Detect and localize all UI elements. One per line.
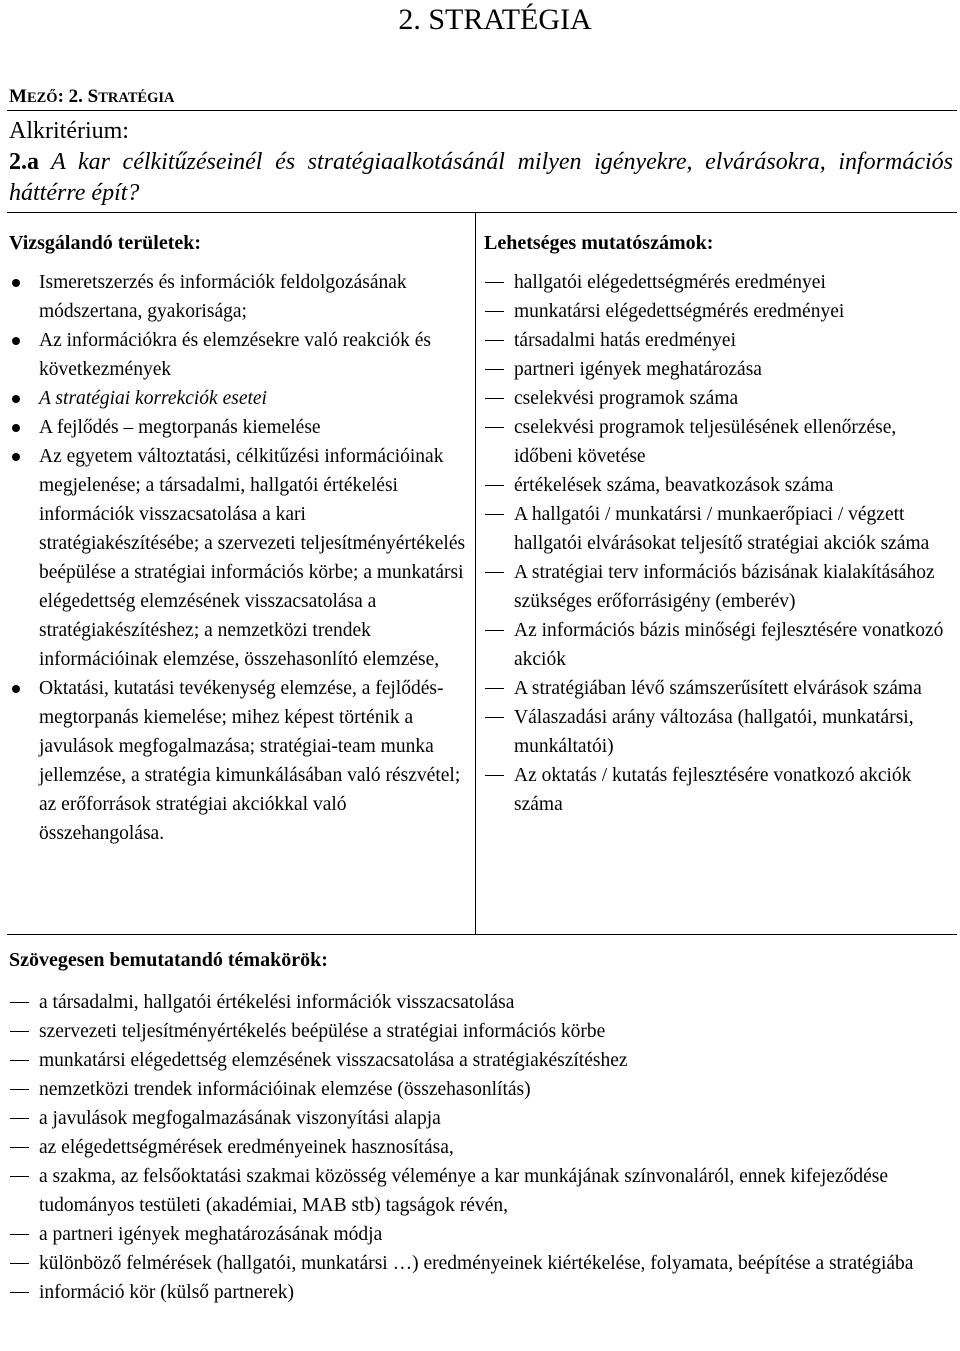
list-item-text: értékelések száma, beavatkozások száma <box>514 475 834 496</box>
list-item-text: nemzetközi trendek információinak elemzése (összehasonlítás) <box>39 1079 531 1100</box>
list-item-text: Válaszadási arány változása (hallgatói, munkatársi, munkáltatói) <box>514 707 914 757</box>
list-item <box>484 674 950 703</box>
list-item-text: hallgatói elégedettségmérés eredményei <box>514 272 826 293</box>
dash-icon <box>10 1089 29 1090</box>
list-item-text: cselekvési programok száma <box>514 388 739 409</box>
bottom-heading: Szövegesen bemutatandó témakörök: <box>9 949 328 971</box>
bullet-icon <box>12 685 20 693</box>
dash-icon <box>10 1176 29 1177</box>
list-item <box>484 384 950 413</box>
list-item <box>484 500 950 558</box>
list-item <box>9 326 471 384</box>
list-item-text: szervezeti teljesítményértékelés beépülése a stratégiai információs körbe <box>39 1021 606 1042</box>
dash-icon <box>485 340 504 341</box>
list-item <box>484 703 950 761</box>
dash-icon <box>10 1118 29 1119</box>
dash-icon <box>10 1060 29 1061</box>
list-item-text: Ismeretszerzés és információk feldolgozásának módszertana, gyakorisága; <box>39 272 407 322</box>
dash-icon <box>485 630 504 631</box>
dash-icon <box>10 1002 29 1003</box>
subcriterion-label: Alkritérium: <box>9 118 129 144</box>
column-divider <box>475 212 476 934</box>
list-item <box>9 413 471 442</box>
bullet-icon <box>12 337 20 345</box>
bullet-icon <box>12 395 20 403</box>
field-name-cap: S <box>87 86 99 107</box>
list-item <box>9 1249 953 1278</box>
right-list <box>484 268 950 819</box>
dash-icon <box>485 485 504 486</box>
table-bottom-rule <box>7 934 957 935</box>
divider-top <box>7 110 957 111</box>
list-item <box>484 355 950 384</box>
list-item-text: Az egyetem változtatási, célkitűzési információinak megjelenése; a társadalmi, hallgatói értékelési információk visszacsatolása a kari stratégiakészítésébe; a szervezeti teljesítményértékelés beépülése a stratégiai információs körbe; a munkatársi elégedettség elemzésének visszacsatolása a stratégiakészítéshez; a nemzetközi trendek információinak elemzése, összehasonlító elemzése, <box>39 446 466 670</box>
list-item <box>9 1278 953 1307</box>
field-prefix-small: EZŐ <box>26 90 58 106</box>
list-item-text: A stratégiai terv információs bázisának kialakításához szükséges erőforrásigény (emberév) <box>514 562 935 612</box>
dash-icon <box>10 1292 29 1293</box>
dash-icon <box>485 398 504 399</box>
list-item-text: partneri igények meghatározása <box>514 359 762 380</box>
list-item <box>9 1046 953 1075</box>
list-item <box>9 988 953 1017</box>
list-item-text: munkatársi elégedettségmérés eredményei <box>514 301 845 322</box>
list-item <box>9 384 471 413</box>
list-item <box>9 442 471 674</box>
dash-icon <box>485 369 504 370</box>
list-item-text: a szakma, az felsőoktatási szakmai közösség véleménye a kar munkájának színvonaláról, ennek kifejeződése tudományos testületi (akadémiai, MAB stb) tagságok révén, <box>39 1166 888 1216</box>
list-item <box>484 558 950 616</box>
list-item-text: különböző felmérések (hallgatói, munkatársi …) eredményeinek kiértékelése, folyamata, beépítése a stratégiába <box>39 1253 914 1274</box>
question-number: 2.a <box>9 149 39 175</box>
dash-icon <box>485 717 504 718</box>
list-item <box>484 326 950 355</box>
dash-icon <box>485 427 504 428</box>
right-heading: Lehetséges mutatószámok: <box>484 232 714 254</box>
list-item-text: A stratégiai korrekciók esetei <box>39 388 267 409</box>
field-name-small: TRATÉGIA <box>98 90 175 106</box>
list-item <box>9 1075 953 1104</box>
list-item <box>484 297 950 326</box>
list-item-text: információ kör (külső partnerek) <box>39 1282 295 1303</box>
list-item <box>484 413 950 471</box>
table-top-rule <box>7 212 957 213</box>
dash-icon <box>10 1263 29 1264</box>
list-item-text: Oktatási, kutatási tevékenység elemzése, a fejlődés-megtorpanás kiemelése; mihez képest történik a javulások megfogalmazása; stratégiai-team munka jellemzése, a stratégia kimunkálásában való részvétel; az erőforrások stratégiai akciókkal való összehangolása. <box>39 678 461 844</box>
dash-icon <box>10 1234 29 1235</box>
bullet-icon <box>12 453 20 461</box>
list-item-text: A hallgatói / munkatársi / munkaerőpiaci / végzett hallgatói elvárásokat teljesítő stratégiai akciók száma <box>514 504 930 554</box>
list-item <box>484 761 950 819</box>
dash-icon <box>10 1147 29 1148</box>
list-item <box>9 674 471 848</box>
list-item <box>484 616 950 674</box>
list-item-text: társadalmi hatás eredményei <box>514 330 736 351</box>
dash-icon <box>485 311 504 312</box>
left-list <box>9 268 471 848</box>
list-item <box>9 1017 953 1046</box>
bottom-list <box>9 988 953 1307</box>
list-item <box>9 1104 953 1133</box>
field-label <box>9 84 175 111</box>
field-prefix-cap: M <box>9 86 27 107</box>
bullet-icon <box>12 424 20 432</box>
list-item-text: cselekvési programok teljesülésének ellenőrzése, időbeni követése <box>514 417 897 467</box>
dash-icon <box>485 688 504 689</box>
list-item-text: a partneri igények meghatározásának módja <box>39 1224 383 1245</box>
list-item-text: Az információs bázis minőségi fejlesztésére vonatkozó akciók <box>514 620 944 670</box>
list-item <box>9 1220 953 1249</box>
dash-icon <box>485 572 504 573</box>
list-item-text: A fejlődés – megtorpanás kiemelése <box>39 417 321 438</box>
list-item <box>484 268 950 297</box>
list-item <box>484 471 950 500</box>
list-item <box>9 1162 953 1220</box>
question-text: A kar célkitűzéseinél és stratégiaalkotásánál milyen igényekre, elvárásokra, információs háttérre épít? <box>9 149 953 206</box>
list-item <box>9 1133 953 1162</box>
dash-icon <box>485 775 504 776</box>
list-item-text: Az oktatás / kutatás fejlesztésére vonatkozó akciók száma <box>514 765 912 815</box>
dash-icon <box>10 1031 29 1032</box>
list-item-text: A stratégiában lévő számszerűsített elvárások száma <box>514 678 922 699</box>
list-item-text: a javulások megfogalmazásának viszonyítási alapja <box>39 1108 441 1129</box>
left-heading: Vizsgálandó területek: <box>9 232 202 254</box>
list-item-text: a társadalmi, hallgatói értékelési információk visszacsatolása <box>39 992 515 1013</box>
dash-icon <box>485 282 504 283</box>
list-item-text: munkatársi elégedettség elemzésének visszacsatolása a stratégiakészítéshez <box>39 1050 628 1071</box>
list-item-text: Az információkra és elemzésekre való reakciók és következmények <box>39 330 431 380</box>
page-title: 2. STRATÉGIA <box>398 3 592 36</box>
bullet-icon <box>12 279 20 287</box>
question <box>9 147 953 209</box>
list-item-text: az elégedettségmérések eredményeinek hasznosítása, <box>39 1137 454 1158</box>
list-item <box>9 268 471 326</box>
dash-icon <box>485 514 504 515</box>
field-colon: : 2. <box>57 86 88 107</box>
